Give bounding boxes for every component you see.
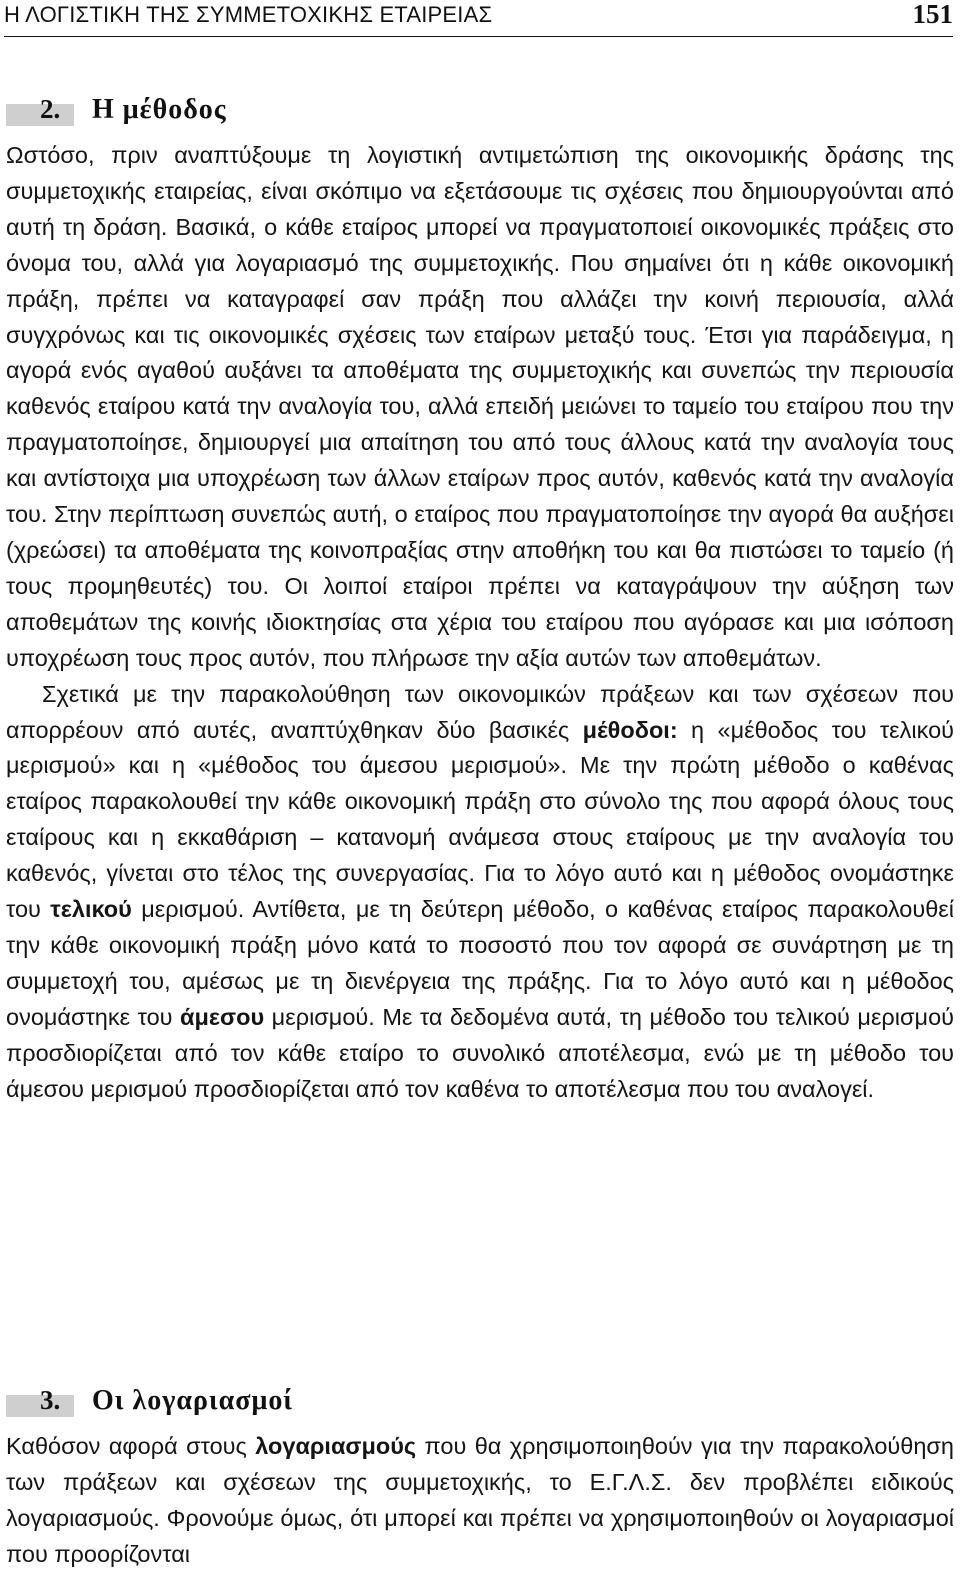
section-heading <box>6 94 954 138</box>
page-number: 151 <box>912 0 953 29</box>
section-method <box>6 94 954 1107</box>
paragraph-text: Σχετικά με την παρακολούθηση των οικονομικών πράξεων και των σχέσεων που απορρέουν από αυτές, αναπτύχθηκαν δύο βασικές <box>6 680 954 743</box>
running-head <box>4 0 953 37</box>
paragraph-text: Ωστόσο, πριν αναπτύξουμε τη λογιστική αντιμετώπιση της οικονομικής δράσης της συμμετοχικής εταιρείας, είναι σκόπιμο να εξετάσουμε τις σχέσεις που δημιουργούνται από αυτή τη δράση. Βασικά, ο κάθε εταίρος μπορεί να πραγματοποιεί οικονομικές πράξεις στο όνομα του, αλλά για λογαριασμό της συμμετοχικής. Που σημαίνει ότι η κάθε οικονομική πράξη, πρέπει να καταγραφεί σαν πράξη που αλλάζει την κοινή περιουσία, αλλά συγχρόνως και τις οικονομικές σχέσεις των εταίρων μεταξύ τους. Έτσι για παράδειγμα, η αγορά ενός αγαθού αυξάνει τα αποθέματα της συμμετοχικής και συνεπώς την περιουσία καθενός εταίρου κατά την αναλογία του, αλλά επειδή μειώνει το ταμείο του εταίρου που την πραγματοποίησε, δημιουργεί μια απαίτηση του από τους άλλους κατά την αναλογία τους και αντίστοιχα μια υποχρέωση των άλλων εταίρων προς αυτόν, καθενός κατά την αναλογία του. Στην περίπτωση συνεπώς αυτή, ο εταίρος που πραγματοποίησε την αγορά θα αυξήσει (χρεώσει) τα αποθέματα της κοινοπραξίας στην αποθήκη του και θα πιστώσει το ταμείο (ή τους προμηθευτές) του. Οι λοιποί εταίροι πρέπει να καταγράψουν την αύξηση των αποθεμάτων της κοινής ιδιοκτησίας στα χέρια του εταίρου που αγόρασε και μια ισόποση υποχρέωση τους προς αυτόν, που πλήρωσε την αξία αυτών των αποθεμάτων. <box>6 142 954 671</box>
section-title: Οι λογαριασμοί <box>92 1385 294 1416</box>
section-number: 2. <box>40 94 61 124</box>
bold-term: άμεσου <box>180 1003 265 1030</box>
paragraph <box>6 677 954 1108</box>
running-head-title: Η ΛΟΓΙΣΤΙΚΗ ΤΗΣ ΣΥΜΜΕΤΟΧΙΚΗΣ ΕΤΑΙΡΕΙΑΣ <box>4 2 493 27</box>
paragraph-text: που θα χρησιμοποιηθούν για την παρακολούθηση των πράξεων και σχέσεων της συμμετοχικής, το Ε.Γ.Λ.Σ. δεν προβλέπει ειδικούς λογαριασμούς. Φρονούμε όμως, ότι μπορεί και πρέπει να χρησιμοποιηθούν οι λογαριασμοί που προορίζονται <box>6 1433 954 1567</box>
paragraph-text: μερισμού. Αντίθετα, με τη δεύτερη μέθοδο, ο καθένας εταίρος παρακολουθεί την κάθε οικονομική πράξη μόνο κατά το ποσοστό που τον αφορά σε συνάρτηση με τη συμμετοχή του, αμέσως με τη διενέργεια της πράξης. Για το λόγο αυτό και η μέθοδος ονομάστηκε του <box>6 896 954 1030</box>
section-title: Η μέθοδος <box>92 94 227 125</box>
section-number: 3. <box>40 1385 61 1415</box>
section-accounts <box>6 1385 954 1573</box>
bold-term: λογαριασμούς <box>255 1433 417 1459</box>
paragraph-text: η «μέθοδος του τελικού μερισμού» και η «μέθοδος του άμεσου μερισμού». Με την πρώτη μέθοδο ο καθένας εταίρος παρακολουθεί την κάθε οικονομική πράξη στο σύνολο της που αφορά όλους τους εταίρους και η εκκαθάριση – κατανομή ανάμεσα στους εταίρους με την αναλογία του καθενός, γίνεται στο τέλος της συνεργασίας. Για το λόγο αυτό και η μέθοδος ονομάστηκε του <box>6 716 954 923</box>
paragraph-text: Καθόσον αφορά στους <box>6 1433 256 1459</box>
bold-term: μέθοδοι: <box>582 716 678 743</box>
bold-term: τελικού <box>50 896 132 923</box>
section-heading <box>6 1385 954 1429</box>
paragraph <box>6 1429 954 1573</box>
paragraph-text: μερισμού. Με τα δεδομένα αυτά, τη μέθοδο του τελικού μερισμού προσδιορίζεται από τον κάθε εταίρο το συνολικό αποτέλεσμα, ενώ με τη μέθοδο του άμεσου μερισμού προσδιορίζεται από τον καθένα το αποτέλεσμα που του αναλογεί. <box>6 1003 954 1102</box>
paragraph <box>6 138 954 677</box>
